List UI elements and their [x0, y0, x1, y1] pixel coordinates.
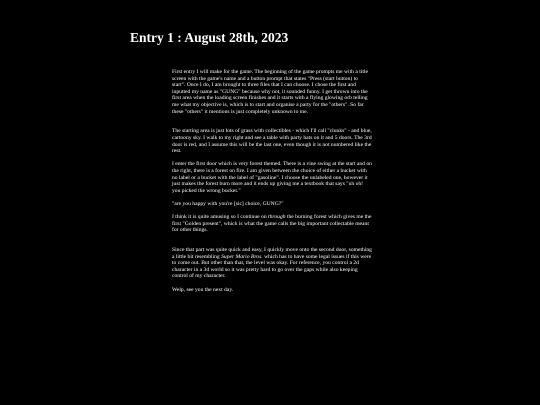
text-segment: the burning forest which gives me the first "Golden present", which is what the game calls the big important collectable meant for other things.	[172, 214, 372, 234]
text-first-door: I enter the first door which is very forest themed. There is a vine swing at the start and on the right, there is a forest on fire. I am given between the choice of either a bucket with no label or a bucket with the label of "gasoline". I choose the unlabeled one, however it just makes the forest burn more and it ends up giving me a textbook that says "uh oh! you picked the wrong bucket."	[172, 161, 372, 194]
text-segment: which has to have some legal issues if this were to come out. But other than that, the level was okay. For reference, you control a 2d character in a 3d world so it was pretty hard to go over the gaps while also keeping control of my character.	[172, 253, 372, 280]
paragraph-starting-area	[172, 122, 372, 241]
paragraph-second-door	[172, 247, 372, 280]
text-segment: I think it is quite amusing so I continue on	[172, 214, 269, 221]
text-segment: Since that part was quite quick and easy, I quickly move onto the second door, something a little bit resembling	[172, 247, 372, 260]
paragraph-intro: First entry I will make for the game. The beginning of the game prompts me with a title screen with the game's name and a button prompt that states "Press (start button) to start". Once I do, I am brought to three files that I can choose. I chose the first and inputted my name as "GUNG" because why not, it sounded funny. I get thrown into the first area when the loading screen finishes and it starts with a flying glowing orb telling me what my objective is, which is to start and organise a party for the "others". So far these "others" it mentions is just completely unknown to me.	[172, 69, 368, 115]
text-burning-forest	[172, 214, 372, 234]
text-quote: "are you happy with you're [sic] choice, GUNG?"	[172, 200, 284, 207]
text-starting-area: The starting area is just lots of grass with collectibles - which I'll call "clunks" - and blue, cartoony sky. I walk to my right and see a table with party hats on it and 5 doors. The 3rd door is red, and I assume this will be the last one, even though it is not numbered like the rest.	[172, 128, 372, 155]
paragraph-signoff: Welp, see you the next day.	[172, 286, 234, 293]
entry-body	[172, 69, 372, 300]
emphasis-game-title: Super Mario Bros.	[221, 253, 263, 260]
page-title: Entry 1 : August 28th, 2023	[130, 30, 289, 45]
emphasis-through: through	[268, 214, 286, 221]
